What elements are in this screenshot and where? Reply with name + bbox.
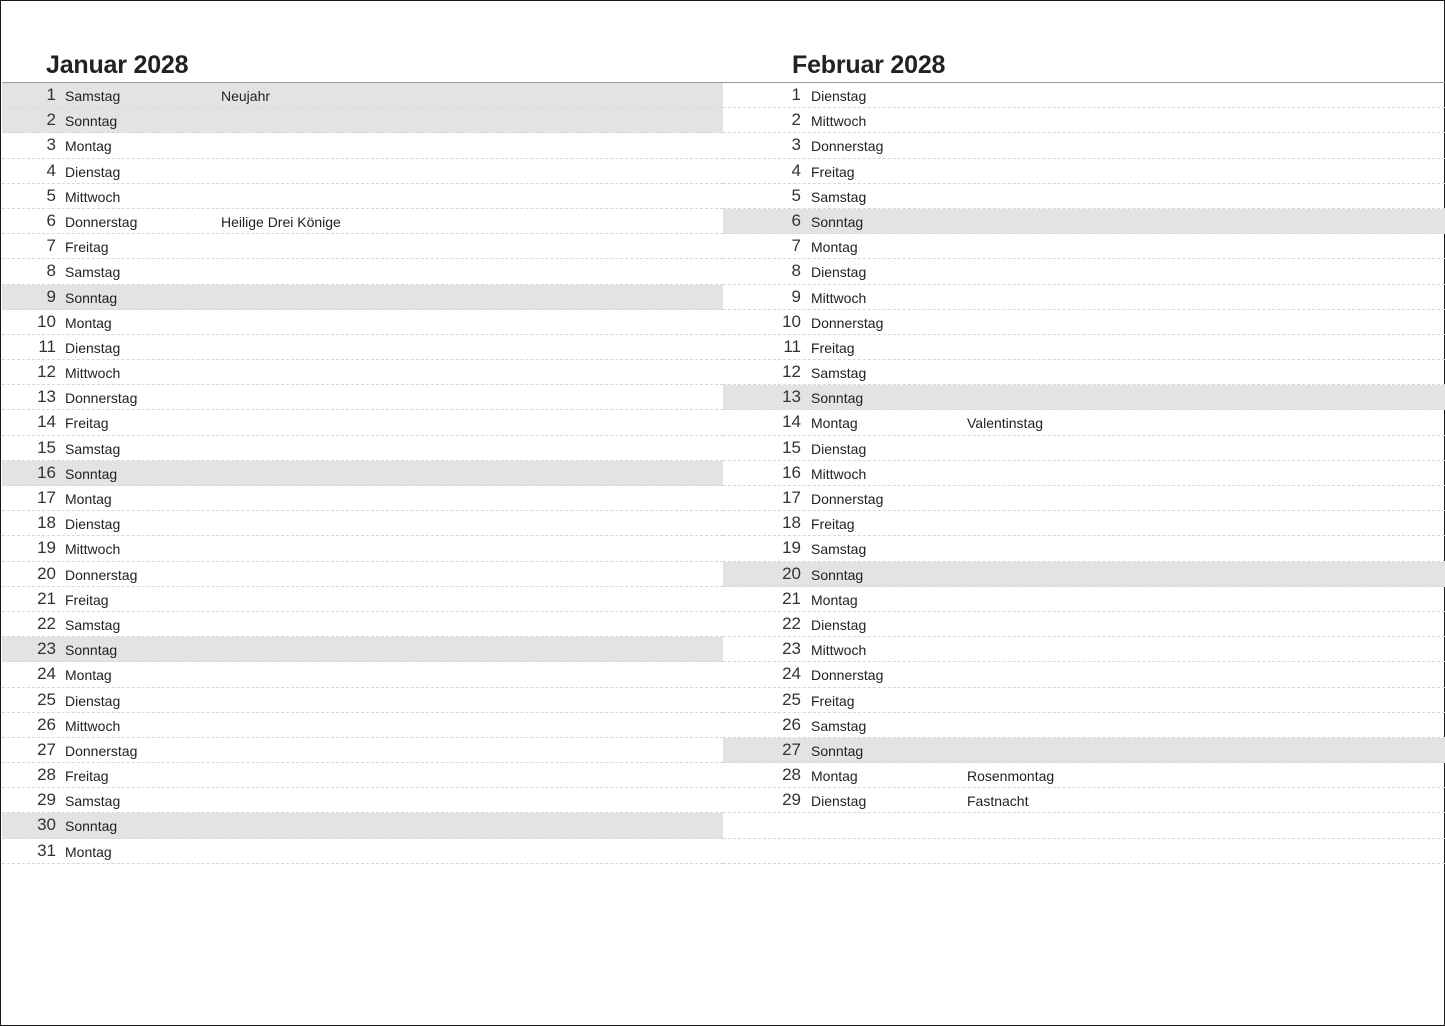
- weekday-label: Mittwoch: [811, 642, 867, 659]
- day-number: 18: [782, 513, 801, 533]
- day-row: [723, 335, 1445, 360]
- day-row: [2, 562, 723, 587]
- day-number: 14: [37, 412, 56, 432]
- weekday-label: Mittwoch: [811, 465, 867, 482]
- weekday-label: Sonntag: [65, 642, 118, 659]
- day-number: 16: [782, 462, 801, 482]
- day-row: [2, 688, 723, 713]
- weekday-label: Samstag: [65, 440, 121, 457]
- day-number: 10: [782, 311, 801, 331]
- weekday-label: Montag: [65, 314, 112, 331]
- day-number: 7: [791, 236, 801, 256]
- day-row: [2, 335, 723, 360]
- weekday-label: Donnerstag: [811, 667, 884, 684]
- weekday-label: Dienstag: [65, 692, 121, 709]
- day-row: [723, 662, 1445, 687]
- day-number: 17: [782, 488, 801, 507]
- day-row: [723, 713, 1445, 738]
- day-number: 3: [791, 135, 801, 155]
- day-row: [2, 159, 723, 184]
- weekday-label: Samstag: [65, 264, 121, 281]
- day-number: 4: [791, 160, 801, 180]
- month-title: Januar 2028: [46, 51, 189, 79]
- weekday-label: Donnerstag: [811, 138, 884, 155]
- day-number: 8: [46, 261, 56, 281]
- weekday-label: Samstag: [811, 188, 867, 205]
- day-row: [2, 360, 723, 385]
- day-row: [723, 259, 1445, 284]
- day-list: [723, 82, 1445, 864]
- day-number: 28: [782, 765, 801, 785]
- day-row: [2, 385, 723, 410]
- weekday-label: Mittwoch: [811, 113, 867, 130]
- day-row: [723, 763, 1445, 788]
- day-row: [2, 108, 723, 133]
- day-number: 18: [37, 513, 56, 533]
- day-number: 21: [37, 588, 56, 608]
- day-number: 1: [791, 85, 801, 104]
- weekday-label: Donnerstag: [65, 390, 138, 407]
- day-number: 21: [782, 588, 801, 608]
- day-row: [723, 209, 1445, 234]
- weekday-label: Samstag: [811, 365, 867, 382]
- weekday-label: Sonntag: [65, 818, 118, 835]
- weekday-label: Freitag: [65, 768, 109, 785]
- weekday-label: Mittwoch: [65, 365, 121, 382]
- day-row: [723, 688, 1445, 713]
- day-number: 2: [46, 110, 56, 130]
- day-number: 19: [37, 538, 56, 558]
- day-row: [723, 159, 1445, 184]
- day-row: [2, 587, 723, 612]
- holiday-label: Rosenmontag: [967, 768, 1055, 785]
- day-row: [723, 234, 1445, 259]
- weekday-label: Mittwoch: [65, 188, 121, 205]
- day-number: 14: [782, 412, 801, 432]
- weekday-label: Sonntag: [811, 742, 864, 759]
- weekday-label: Donnerstag: [811, 314, 884, 331]
- day-row: [723, 385, 1445, 410]
- day-row: [2, 410, 723, 435]
- weekday-label: Montag: [65, 491, 112, 507]
- day-row: [723, 637, 1445, 662]
- day-row: [2, 133, 723, 158]
- weekday-label: Samstag: [65, 616, 121, 633]
- weekday-label: Samstag: [65, 88, 121, 104]
- day-row: [2, 637, 723, 662]
- day-row: [2, 259, 723, 284]
- day-number: 29: [782, 790, 801, 810]
- day-number: 30: [37, 815, 56, 835]
- day-row: [723, 285, 1445, 310]
- day-number: 13: [37, 387, 56, 407]
- day-row: [2, 234, 723, 259]
- holiday-label: Fastnacht: [967, 793, 1029, 810]
- weekday-label: Donnerstag: [65, 213, 138, 230]
- day-number: 22: [782, 613, 801, 633]
- weekday-label: Freitag: [811, 339, 855, 356]
- day-row: [723, 360, 1445, 385]
- day-number: 25: [782, 689, 801, 709]
- day-row: [2, 436, 723, 461]
- day-number: 9: [791, 286, 801, 306]
- day-number: 24: [37, 664, 56, 684]
- day-number: 6: [46, 210, 56, 230]
- day-number: 22: [37, 613, 56, 633]
- day-row: [723, 839, 1445, 864]
- day-row: [723, 133, 1445, 158]
- holiday-label: Neujahr: [221, 88, 271, 104]
- day-number: 23: [782, 639, 801, 659]
- day-row: [2, 612, 723, 637]
- day-row: [723, 511, 1445, 536]
- weekday-label: Montag: [811, 415, 858, 432]
- weekday-label: Freitag: [811, 163, 855, 180]
- day-number: 5: [791, 185, 801, 205]
- day-number: 13: [782, 387, 801, 407]
- day-number: 25: [37, 689, 56, 709]
- day-number: 24: [782, 664, 801, 684]
- day-row: [723, 738, 1445, 763]
- day-row: [2, 763, 723, 788]
- day-number: 4: [46, 160, 56, 180]
- day-row: [2, 662, 723, 687]
- day-row: [723, 562, 1445, 587]
- day-number: 28: [37, 765, 56, 785]
- weekday-label: Dienstag: [65, 339, 121, 356]
- day-row: [723, 813, 1445, 838]
- day-row: [723, 461, 1445, 486]
- day-number: 2: [791, 110, 801, 130]
- weekday-label: Samstag: [65, 793, 121, 810]
- weekday-label: Montag: [65, 667, 112, 684]
- weekday-label: Sonntag: [65, 465, 118, 482]
- weekday-label: Mittwoch: [65, 717, 121, 734]
- weekday-label: Montag: [65, 843, 112, 860]
- day-number: 5: [46, 185, 56, 205]
- day-number: 31: [37, 840, 56, 860]
- weekday-label: Dienstag: [65, 516, 121, 533]
- weekday-label: Donnerstag: [65, 566, 138, 583]
- holiday-label: Heilige Drei Könige: [221, 213, 341, 230]
- weekday-label: Sonntag: [65, 289, 118, 306]
- day-number: 26: [782, 714, 801, 734]
- day-row: [723, 587, 1445, 612]
- weekday-label: Mittwoch: [811, 289, 867, 306]
- day-number: 9: [46, 286, 56, 306]
- day-row: [723, 83, 1445, 108]
- day-row: [2, 486, 723, 511]
- day-row: [2, 511, 723, 536]
- day-number: 20: [782, 563, 801, 583]
- weekday-label: Freitag: [65, 415, 109, 432]
- weekday-label: Montag: [811, 768, 858, 785]
- weekday-label: Donnerstag: [811, 491, 884, 507]
- day-row: [723, 184, 1445, 209]
- day-row: [2, 839, 723, 864]
- day-number: 6: [791, 210, 801, 230]
- day-row: [723, 612, 1445, 637]
- day-row: [2, 83, 723, 108]
- weekday-label: Montag: [811, 239, 858, 256]
- day-number: 27: [782, 739, 801, 759]
- weekday-label: Dienstag: [811, 616, 867, 633]
- weekday-label: Sonntag: [811, 213, 864, 230]
- day-row: [723, 436, 1445, 461]
- day-row: [723, 108, 1445, 133]
- month-title: Februar 2028: [792, 51, 946, 79]
- weekday-label: Dienstag: [811, 440, 867, 457]
- day-row: [2, 184, 723, 209]
- day-row: [2, 738, 723, 763]
- weekday-label: Freitag: [811, 692, 855, 709]
- weekday-label: Dienstag: [65, 163, 121, 180]
- weekday-label: Dienstag: [811, 264, 867, 281]
- weekday-label: Mittwoch: [65, 541, 121, 558]
- day-row: [723, 536, 1445, 561]
- day-number: 23: [37, 639, 56, 659]
- day-row: [2, 536, 723, 561]
- weekday-label: Donnerstag: [65, 742, 138, 759]
- day-number: 29: [37, 790, 56, 810]
- day-number: 17: [37, 488, 56, 507]
- day-row: [2, 788, 723, 813]
- weekday-label: Dienstag: [811, 88, 867, 104]
- day-number: 26: [37, 714, 56, 734]
- day-number: 3: [46, 135, 56, 155]
- day-number: 11: [38, 336, 56, 356]
- holiday-label: Valentinstag: [967, 415, 1044, 432]
- day-row: [2, 461, 723, 486]
- day-row: [2, 813, 723, 838]
- day-row: [2, 285, 723, 310]
- day-number: 10: [37, 311, 56, 331]
- day-number: 8: [791, 261, 801, 281]
- day-number: 19: [782, 538, 801, 558]
- weekday-label: Sonntag: [811, 566, 864, 583]
- day-number: 11: [783, 336, 801, 356]
- weekday-label: Sonntag: [65, 113, 118, 130]
- weekday-label: Montag: [65, 138, 112, 155]
- day-row: [2, 209, 723, 234]
- day-row: [2, 310, 723, 335]
- day-number: 12: [782, 362, 801, 382]
- day-number: 1: [46, 85, 56, 104]
- day-number: 20: [37, 563, 56, 583]
- day-number: 12: [37, 362, 56, 382]
- weekday-label: Freitag: [65, 239, 109, 256]
- weekday-label: Freitag: [65, 591, 109, 608]
- day-number: 7: [46, 236, 56, 256]
- day-number: 16: [37, 462, 56, 482]
- weekday-label: Samstag: [811, 541, 867, 558]
- weekday-label: Samstag: [811, 717, 867, 734]
- day-number: 15: [782, 437, 801, 457]
- day-row: [723, 310, 1445, 335]
- day-row: [723, 410, 1445, 435]
- weekday-label: Montag: [811, 591, 858, 608]
- day-number: 15: [37, 437, 56, 457]
- day-list: [2, 82, 723, 864]
- weekday-label: Sonntag: [811, 390, 864, 407]
- day-row: [2, 713, 723, 738]
- day-row: [723, 486, 1445, 511]
- day-row: [723, 788, 1445, 813]
- weekday-label: Dienstag: [811, 793, 867, 810]
- day-number: 27: [37, 739, 56, 759]
- weekday-label: Freitag: [811, 516, 855, 533]
